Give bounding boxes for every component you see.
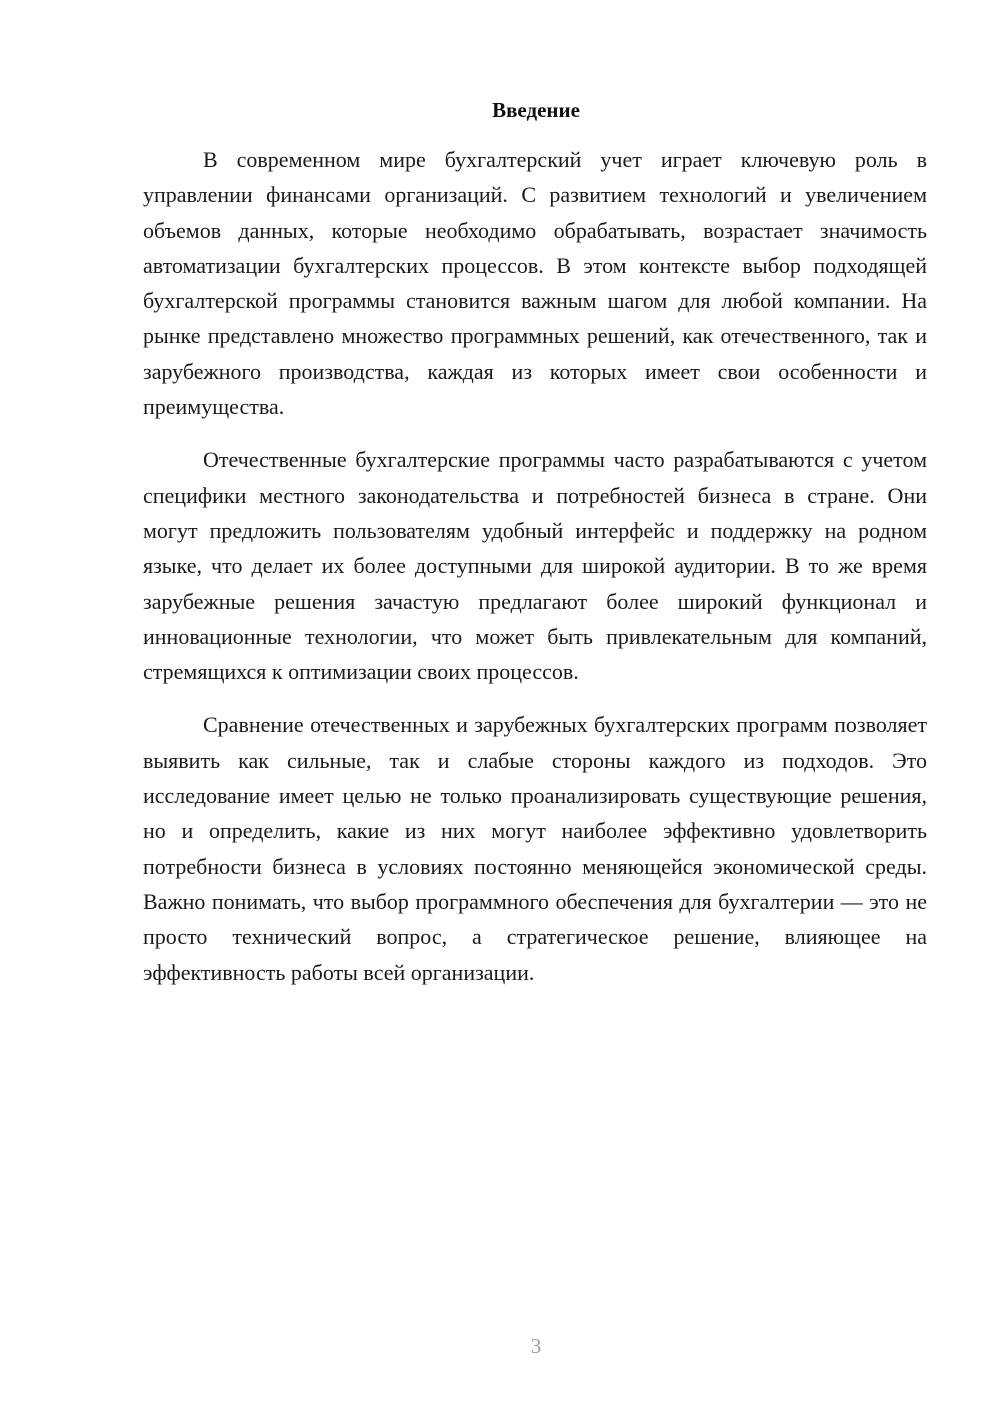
paragraph-3: Сравнение отечественных и зарубежных бухгалтерских программ позволяет выявить как сильные, так и слабые стороны каждого из подходов. Это исследование имеет целью не только проанализировать существующие решения, но и определить, какие из них могут наиболее эффективно удовлетворить потребности бизнеса в условиях постоянно меняющейся экономической среды. Важно понимать, что выбор программного обеспечения для бухгалтерии — это не просто технический вопрос, а стратегическое решение, влияющее на эффективность работы всей организации. [143, 712, 927, 985]
body-text [143, 142, 927, 1008]
section-heading: Введение [492, 98, 580, 122]
paragraph-2: Отечественные бухгалтерские программы часто разрабатываются с учетом специфики местного законодательства и потребностей бизнеса в стране. Они могут предложить пользователям удобный интерфейс и поддержку на родном языке, что делает их более доступными для широкой аудитории. В то же время зарубежные решения зачастую предлагают более широкий функционал и инновационные технологии, что может быть привлекательным для компаний, стремящихся к оптимизации своих процессов. [143, 447, 927, 685]
paragraph-1: В современном мире бухгалтерский учет играет ключевую роль в управлении финансами организаций. С развитием технологий и увеличением объемов данных, которые необходимо обрабатывать, возрастает значимость автоматизации бухгалтерских процессов. В этом контексте выбор подходящей бухгалтерской программы становится важным шагом для любой компании. На рынке представлено множество программных решений, как отечественного, так и зарубежного производства, каждая из которых имеет свои особенности и преимущества. [143, 147, 927, 420]
page-number: 3 [530, 1334, 542, 1358]
